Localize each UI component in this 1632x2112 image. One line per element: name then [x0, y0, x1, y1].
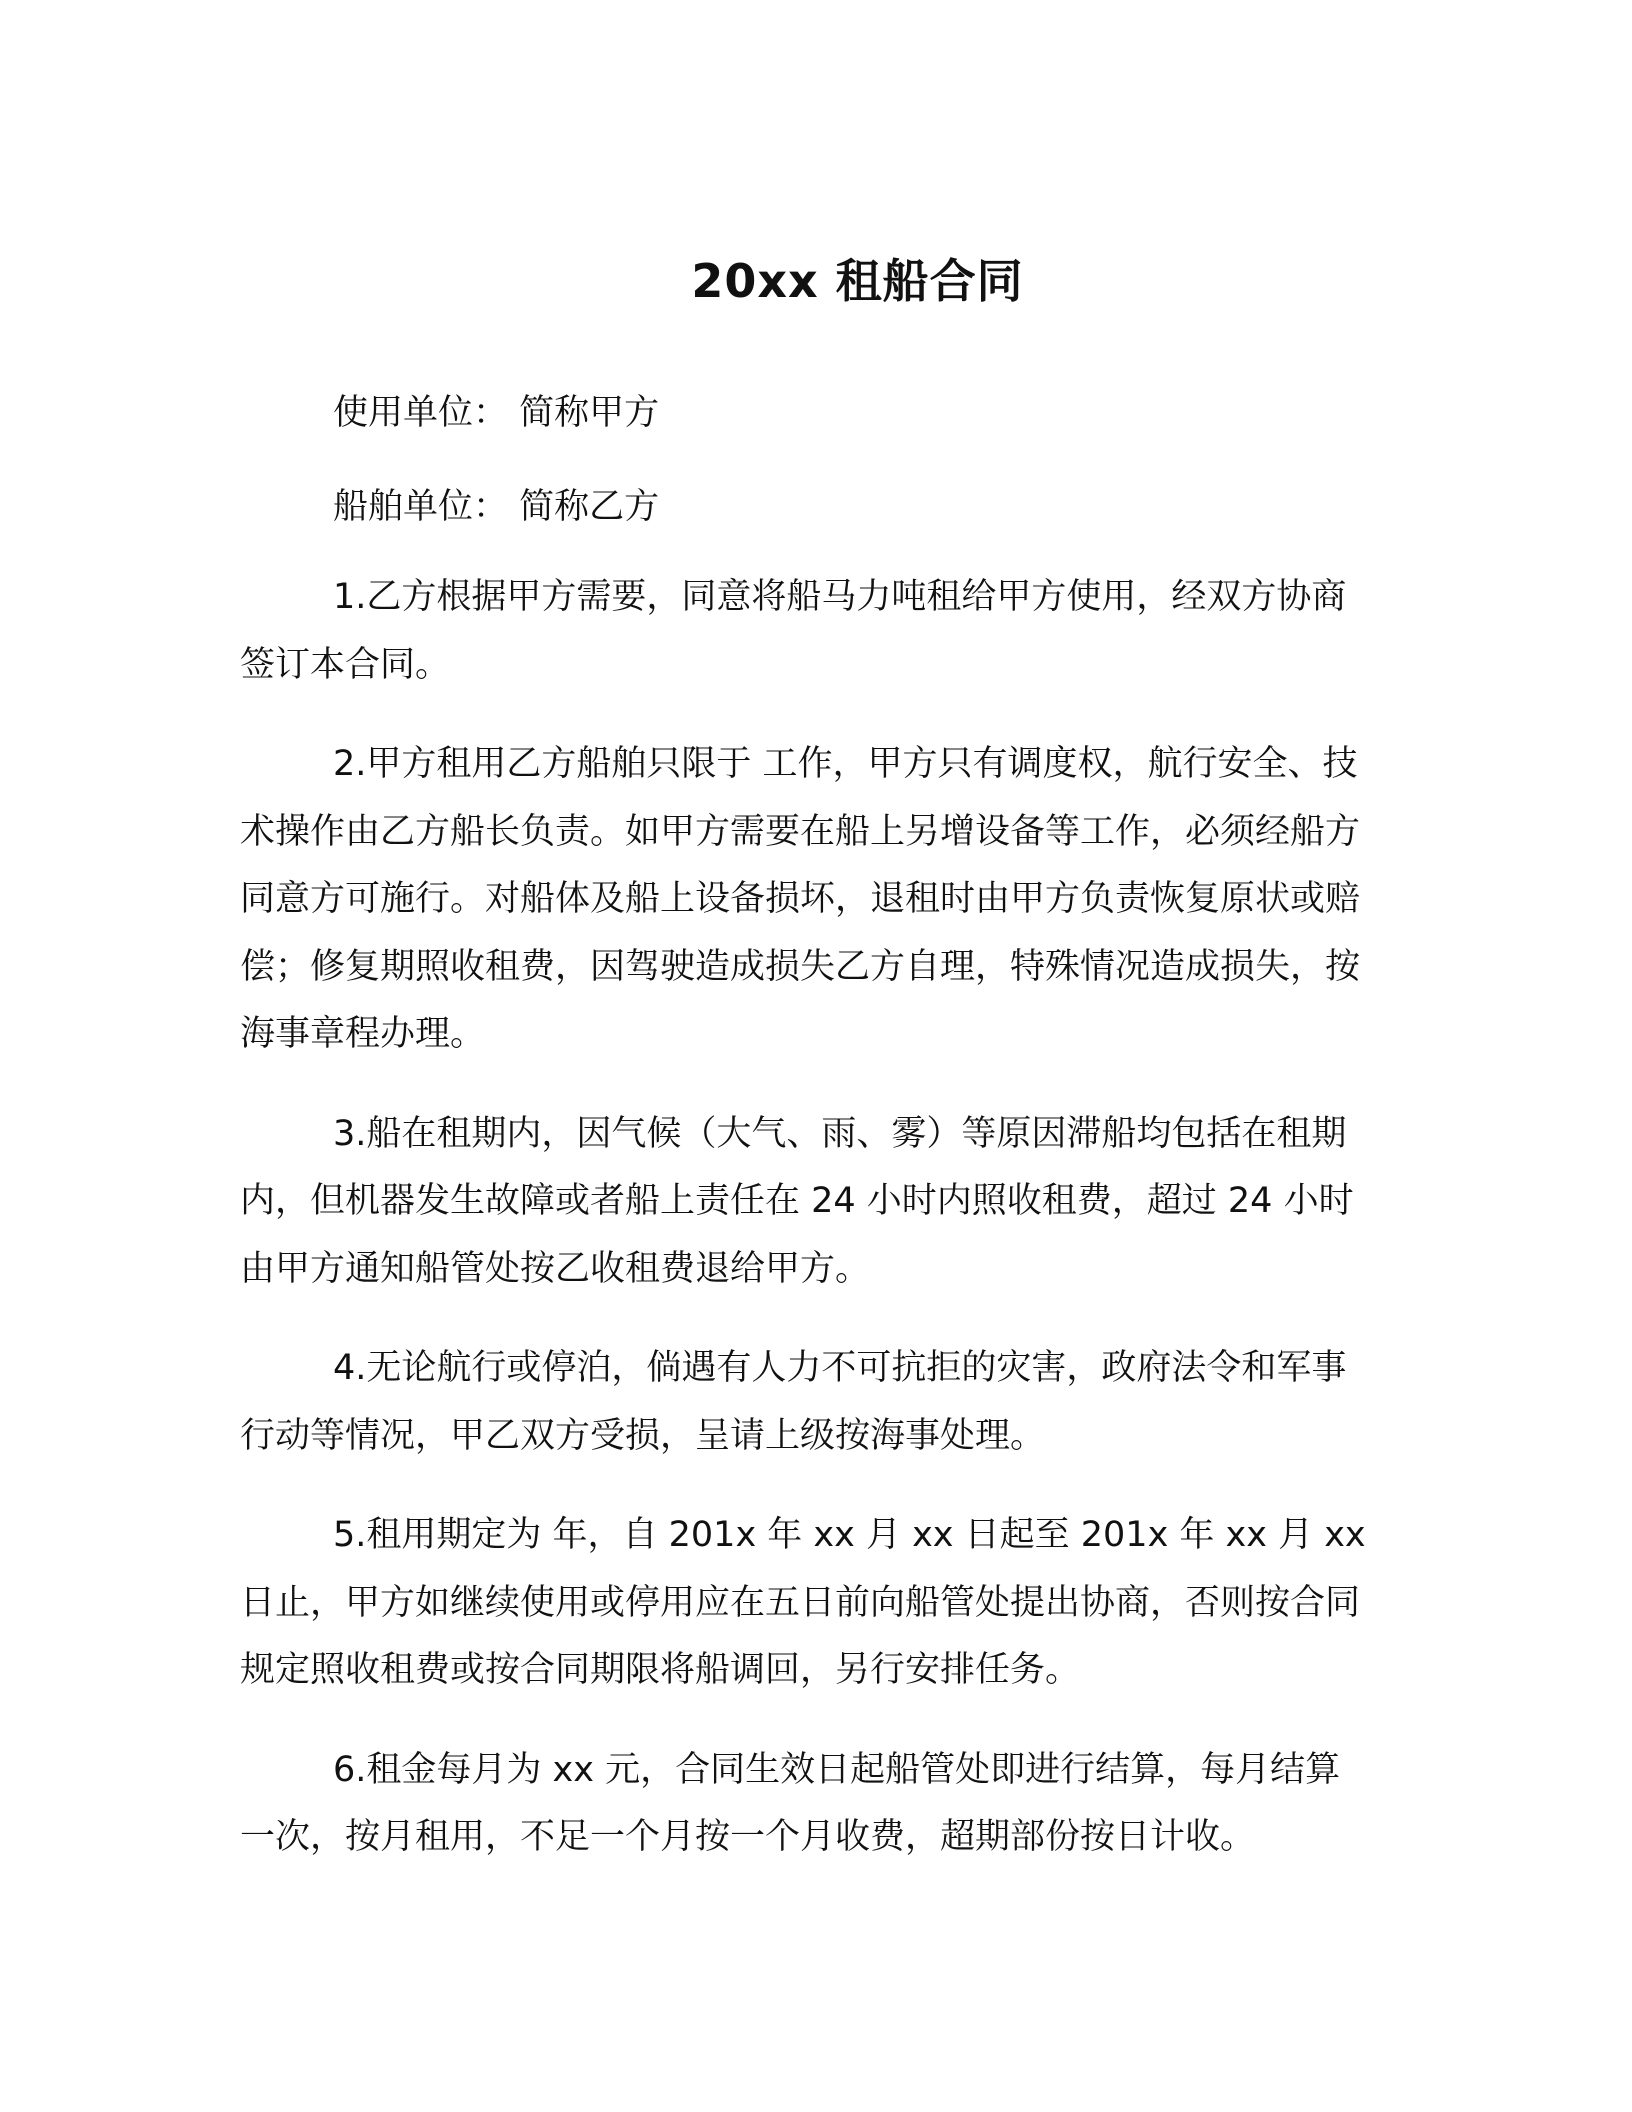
document-body	[240, 378, 1372, 1872]
clause-1: 1.乙方根据甲方需要，同意将船马力吨租给甲方使用，经双方协商签订本合同。	[240, 577, 1347, 685]
party-ship-unit: 船舶单位： 简称乙方	[333, 487, 660, 527]
document-title: 20xx 租船合同	[691, 253, 1024, 308]
clause-4: 4.无论航行或停泊，倘遇有人力不可抗拒的灾害，政府法令和军事行动等情况，甲乙双方受损，呈请上级按海事处理。	[240, 1348, 1347, 1456]
clause-2: 2.甲方租用乙方船舶只限于 工作，甲方只有调度权，航行安全、技术操作由乙方船长负责。如甲方需要在船上另增设备等工作，必须经船方同意方可施行。对船体及船上设备损坏，退租时由甲方负责恢复原状或赔偿；修复期照收租费，因驾驶造成损失乙方自理，特殊情况造成损失，按海事章程办理。	[240, 744, 1361, 1054]
clause-5: 5.租用期定为 年，自 201x 年 xx 月 xx 日起至 201x 年 xx 月 xx 日止，甲方如继续使用或停用应在五日前向船管处提出协商，否则按合同规定照收租费或按合同期限将船调回，另行安排任务。	[240, 1515, 1366, 1690]
clause-3: 3.船在租期内，因气候（大气、雨、雾）等原因滞船均包括在租期内，但机器发生故障或者船上责任在 24 小时内照收租费，超过 24 小时由甲方通知船管处按乙收租费退给甲方。	[240, 1113, 1354, 1289]
party-user-unit: 使用单位： 简称甲方	[333, 393, 660, 433]
parties-block	[240, 378, 1372, 542]
clause-6: 6.租金每月为 xx 元，合同生效日起船管处即进行结算，每月结算一次，按月租用，不足一个月按一个月收费，超期部份按日计收。	[240, 1749, 1341, 1857]
